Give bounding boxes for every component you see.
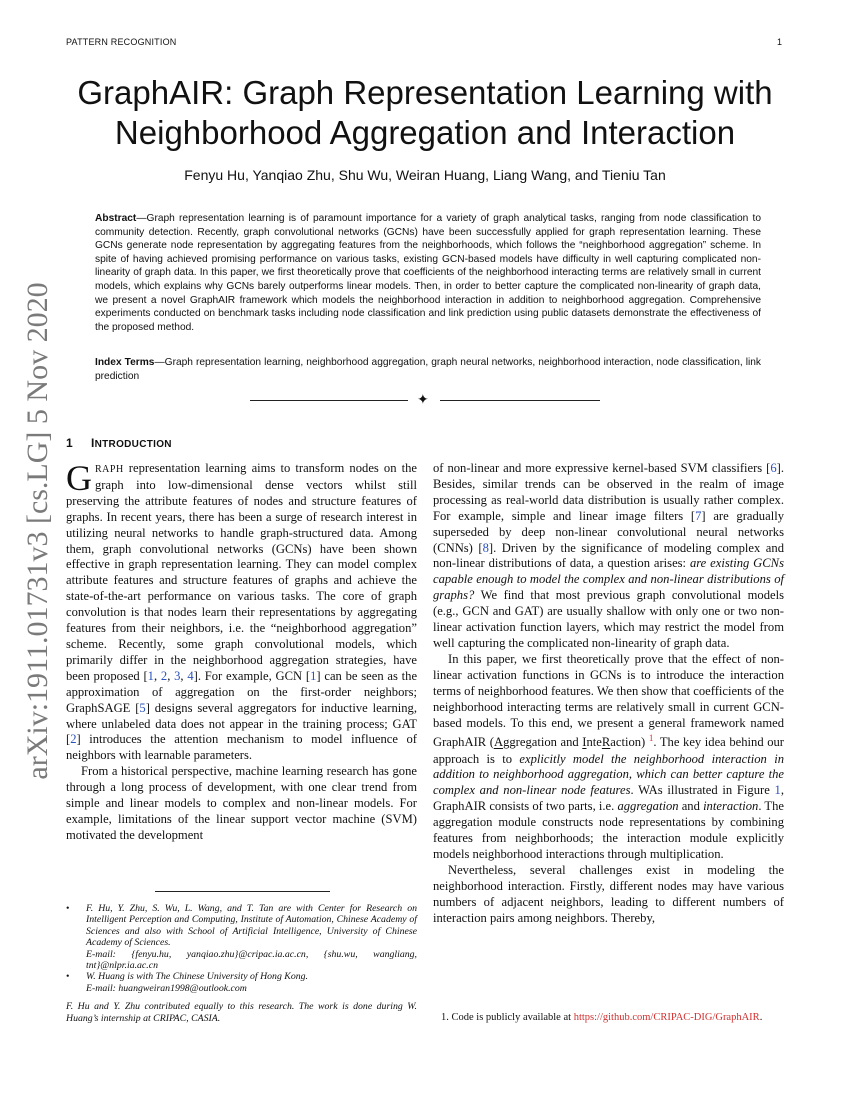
section-number: 1 — [66, 436, 73, 450]
right-column — [433, 461, 784, 926]
text-span: , — [180, 668, 188, 683]
affiliation-email: E-mail: huangweiran1998@outlook.com — [86, 982, 247, 994]
intro-paragraph-4 — [433, 652, 784, 863]
text-span: , — [167, 668, 175, 683]
emphasis: explicitly model the neighborhood interaction in addition to neighborhood aggregation, which can better capture the complex and non-linear node features — [433, 751, 784, 798]
citation-link[interactable]: 7 — [695, 508, 702, 523]
footnote-rule — [155, 891, 330, 892]
divider-line-left — [250, 400, 408, 401]
abstract-text: —Graph representation learning is of paramount importance for a variety of graph analytical tasks, ranging from node classification to community detection. Recently, graph convolutional networks (GCNs) have been successfully applied for graph representation learning. These GCNs generate node representation by aggregating features from the neighborhoods, which follows the “neighborhood aggregation” scheme. In spite of having achieved promising performance on various tasks, existing GCN-based models have difficulty in well capturing complicated non-linearity of graph data. In this paper, we first theoretically prove that coefficients of the neighborhood interacting terms are relatively small in current models, which explains why GCNs barely outperforms linear models. Then, in order to better capture the complicated non-linearity of graph data, we present a novel GraphAIR framework which models the neighborhood interaction in addition to neighborhood aggregation. Comprehensive experiments conducted on benchmark tasks including node classification and link prediction using public datasets demonstrate the effectiveness of the proposed method. — [95, 213, 761, 333]
acronym-letter: R — [601, 735, 611, 750]
text-span: ] designs several aggregators for inductive learning, where unlabeled data does not appear in the training process; GAT [ — [66, 700, 418, 747]
bullet-icon: • — [66, 903, 70, 914]
affiliation-1 — [66, 903, 417, 971]
left-column — [66, 458, 418, 844]
bullet-icon: • — [66, 971, 70, 983]
index-terms-text: —Graph representation learning, neighborhood aggregation, graph neural networks, neighborhood interaction, node classification, link prediction — [95, 357, 761, 382]
text-span: . The aggregation module constructs node representations by combining features from neighborhoods; the interaction module explicitly models neighborhood interactions through multiplication. — [433, 799, 784, 861]
citation-link[interactable]: 2 — [160, 668, 168, 683]
arxiv-identifier: arXiv:1911.01731v3 [cs.LG] 5 Nov 2020 — [21, 282, 54, 780]
affiliation-footnotes — [66, 903, 417, 1024]
index-terms-label: Index Terms — [95, 357, 155, 368]
page-number: 1 — [777, 37, 783, 47]
intro-paragraph-2: From a historical perspective, machine learning research has gone through a long process of development, with one clear trend from simple and linear models to complex and non-linear models. For example, limitations of the linear support vector machine (SVM) motivated the development — [66, 764, 417, 842]
intro-paragraph-5: Nevertheless, several challenges exist in modeling the neighborhood interaction. Firstly, different nodes may have various numbers of adjacent neighbors, leading to different numbers of interaction pairs among neighbors. Thereby, — [433, 862, 784, 925]
text-span: ]. Besides, similar trends can be observed in the realm of image processing as real-world data distribution is usually rather complex. For example, simple and linear image filters [ — [433, 461, 784, 523]
text-span: of non-linear and more expressive kernel-based SVM classifiers [ — [433, 461, 771, 475]
citation-link[interactable]: 3 — [174, 668, 181, 683]
section-heading — [66, 436, 172, 450]
citation-link[interactable]: 1 — [310, 668, 317, 683]
figure-link[interactable]: 1 — [774, 783, 781, 798]
text-span: ggregation and — [503, 735, 583, 750]
footnote-marker[interactable]: 1 — [648, 733, 654, 744]
intro-paragraph-3 — [433, 461, 784, 652]
affiliation-text: F. Hu, Y. Zhu, S. Wu, L. Wang, and T. Tan are with Center for Research on Intelligent Perception and Computing, Institute of Automation, Chinese Academy of Sciences and also with School of Artificial Intelligence, University of Chinese Academy of Sciences. — [86, 903, 417, 949]
section-title-rest: NTRODUCTION — [94, 439, 172, 450]
affiliation-email: E-mail: {fenyu.hu, yanqiao.zhu}@cripac.ia.ac.cn, {shu.wu, wangliang, tnt}@nlpr.ia.ac.cn — [86, 948, 417, 972]
text-span: nte — [586, 735, 602, 750]
journal-name: PATTERN RECOGNITION — [66, 37, 177, 47]
affiliation-2 — [66, 971, 417, 994]
text-span: We find that most previous graph convolutional models (e.g., GCN and GAT) are usually shallow with only one or two non-linear activation function layers, which may restrict the model from well capturing the complicated non-linearity of graph data. — [433, 588, 784, 650]
text-span: ]. For example, GCN [ — [193, 668, 311, 683]
citation-link[interactable]: 8 — [482, 540, 489, 555]
section-title-initial: I — [90, 436, 95, 450]
text-span: ] introduces the attention mechanism to model influence of neighbors with learnable parameters. — [66, 732, 417, 763]
affiliation-text: W. Huang is with The Chinese University of Hong Kong. — [86, 971, 308, 983]
text-span: In this paper, we first theoretically prove that the effect of non-linear activation functions in GCNs is to introduce the interaction terms of neighborhood features. We then show that coefficients of the neighborhood interacting terms are relatively small in current GCN-based models. To this end, we present a general framework named GraphAIR ( — [433, 651, 784, 750]
acronym-letter: A — [493, 735, 504, 750]
drop-cap: G — [66, 458, 92, 498]
code-footnote — [433, 1011, 784, 1024]
abstract — [95, 212, 761, 334]
citation-link[interactable]: 6 — [770, 461, 777, 475]
divider-star-icon: ✦ — [417, 392, 429, 408]
index-terms — [95, 356, 761, 383]
code-url-link[interactable]: https://github.com/CRIPAC-DIG/GraphAIR — [573, 1012, 760, 1023]
text-span: ]. Driven by the significance of modeling complex and non-linear distributions of data, a question arises: — [433, 540, 784, 571]
acronym-letter: I — [582, 735, 587, 750]
citation-link[interactable]: 1 — [147, 668, 154, 683]
research-question: are existing GCNs capable enough to model the complex and non-linear distributions of graphs? — [433, 556, 784, 603]
text-span: . — [759, 1012, 763, 1023]
text-span: ] can be seen as the approximation of aggregation on the first-order neighbors; GraphSAGE [ — [66, 668, 418, 715]
divider-line-right — [440, 400, 600, 401]
paper-title: GraphAIR: Graph Representation Learning with Neighborhood Aggregation and Interaction — [77, 74, 773, 151]
author-list: Fenyu Hu, Yanqiao Zhu, Shu Wu, Weiran Huang, Liang Wang, and Tieniu Tan — [184, 167, 666, 183]
text-span: 1. Code is publicly available at — [441, 1012, 574, 1023]
section-divider — [250, 392, 600, 410]
lead-word: RAPH — [95, 464, 124, 475]
text-span: . WAs illustrated in Figure — [630, 783, 775, 798]
text-span: action) — [610, 735, 649, 750]
text-span: . The key idea behind our approach is to — [433, 735, 784, 766]
citation-link[interactable]: 5 — [139, 700, 146, 715]
abstract-label: Abstract — [95, 213, 137, 224]
citation-link[interactable]: 4 — [187, 668, 194, 683]
text-span: representation learning aims to transform nodes on the graph into low-dimensional dense vectors whilst still preserving the attribute features of nodes and structure features of graphs. In recent years, there has been a surge of research interest in utilizing neural networks to handle graph-structured data. Among them, graph convolutional networks (GCNs) have been shown effective in graph representation learning. They can model complex attribute features and structure features of graphs and achieve the state-of-the-art performance on various tasks. The core of graph convolution is that nodes learn their representations by aggregating features from their neighbors, i.e. the “neighborhood aggregation” scheme. Recently, some graph convolutional models, which primarily differ in the neighborhood aggregation strategies, have been proposed [ — [66, 461, 417, 683]
citation-link[interactable]: 2 — [70, 732, 77, 747]
equal-contribution-note: F. Hu and Y. Zhu contributed equally to this research. The work is done during W. Huang’s internship at CRIPAC, CASIA. — [66, 1001, 417, 1024]
emphasis: aggregation — [617, 799, 679, 814]
intro-paragraph-1 — [66, 458, 418, 764]
emphasis: interaction — [703, 799, 759, 814]
text-span: , GraphAIR consists of two parts, i.e. — [433, 783, 784, 814]
text-span: , — [153, 668, 161, 683]
text-span: ] are gradually superseded by deep non-linear convolutional neural networks (CNNs) [ — [433, 508, 784, 555]
text-span: and — [678, 799, 704, 814]
